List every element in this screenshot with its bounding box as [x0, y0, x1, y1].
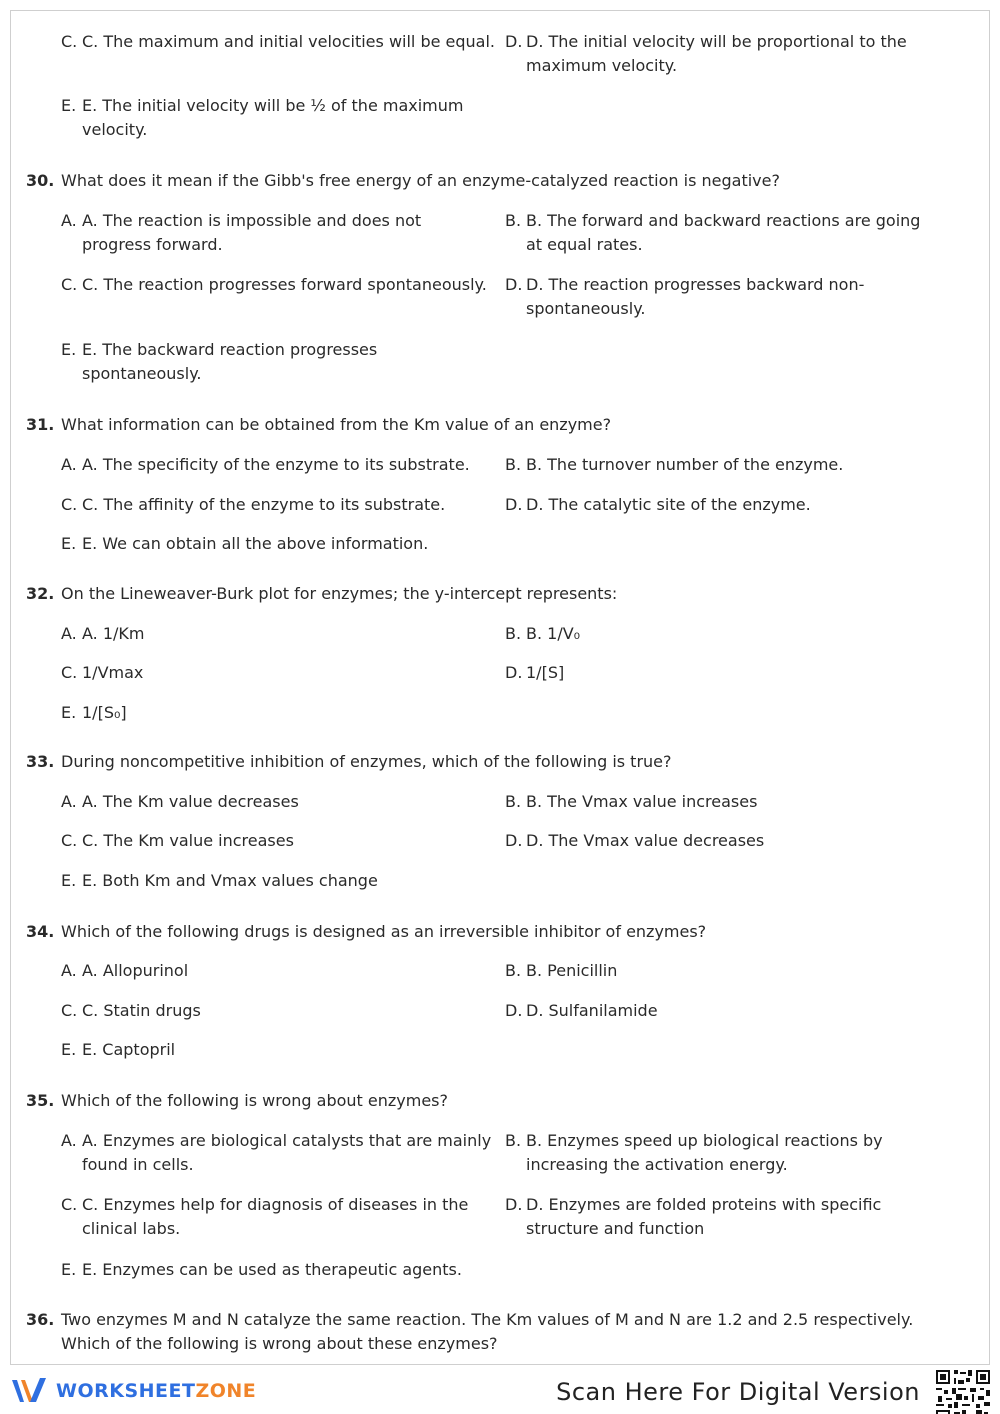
- q30-option-e[interactable]: [61, 338, 401, 386]
- question-text: During noncompetitive inhibition of enzymes, which of the following is true?: [61, 752, 672, 771]
- question-number: 36.: [26, 1310, 55, 1329]
- q32-option-e[interactable]: [61, 701, 481, 725]
- option-letter: E.: [61, 340, 77, 359]
- option-text: E. The backward reaction progresses spontaneously.: [82, 340, 378, 383]
- q35-option-d[interactable]: [505, 1193, 905, 1241]
- option-letter: A.: [61, 1131, 77, 1150]
- option-letter: A.: [61, 792, 77, 811]
- option-letter: E.: [61, 534, 77, 553]
- q34-option-d[interactable]: [505, 999, 925, 1023]
- q31-option-b[interactable]: [505, 453, 935, 477]
- q31-option-c[interactable]: [61, 493, 501, 517]
- q31-option-e[interactable]: [61, 532, 501, 556]
- option-letter: D.: [505, 1001, 523, 1020]
- q29-option-e[interactable]: [61, 94, 481, 142]
- question-number: 33.: [26, 752, 55, 771]
- option-letter: B.: [505, 624, 522, 643]
- worksheetzone-logo-icon: [10, 1376, 50, 1406]
- brand-name-part2: ZONE: [195, 1380, 257, 1402]
- option-text: B. Enzymes speed up biological reactions by increasing the activation energy.: [526, 1131, 883, 1174]
- q33-option-e[interactable]: [61, 869, 481, 893]
- option-letter: E.: [61, 703, 77, 722]
- q35-option-b[interactable]: [505, 1129, 905, 1177]
- option-text: B. Penicillin: [526, 961, 618, 980]
- brand-logo[interactable]: [10, 1375, 256, 1407]
- question-34: [26, 920, 976, 944]
- q35-option-c[interactable]: [61, 1193, 481, 1241]
- option-letter: C.: [61, 1001, 78, 1020]
- q30-option-d[interactable]: [505, 273, 885, 321]
- question-33: [26, 750, 976, 774]
- option-letter: E.: [61, 1040, 77, 1059]
- q31-option-a[interactable]: [61, 453, 501, 477]
- question-35: [26, 1089, 976, 1113]
- option-letter: C.: [61, 663, 78, 682]
- q30-option-b[interactable]: [505, 209, 935, 257]
- footer: [0, 1366, 1000, 1414]
- q30-option-c[interactable]: [61, 273, 501, 297]
- question-text: Two enzymes M and N catalyze the same reaction. The Km values of M and N are 1.2 and 2.5 respectively. Which of the following is wrong about these enzymes?: [61, 1310, 914, 1353]
- option-text: A. The reaction is impossible and does not progress forward.: [82, 211, 422, 254]
- option-text: C. The reaction progresses forward spontaneously.: [82, 275, 487, 294]
- q35-option-a[interactable]: [61, 1129, 501, 1177]
- option-text: E. The initial velocity will be ½ of the maximum velocity.: [82, 96, 464, 139]
- option-letter: D.: [505, 275, 523, 294]
- q29-option-d[interactable]: [505, 30, 925, 78]
- option-text: 1/[S]: [526, 663, 565, 682]
- option-letter: B.: [505, 211, 522, 230]
- option-letter: B.: [505, 455, 522, 474]
- q32-option-d[interactable]: [505, 661, 925, 685]
- option-text: D. Sulfanilamide: [526, 1001, 658, 1020]
- question-31: [26, 413, 976, 437]
- option-letter: D.: [505, 1195, 523, 1214]
- q34-option-b[interactable]: [505, 959, 925, 983]
- option-letter: E.: [61, 96, 77, 115]
- question-text: Which of the following drugs is designed as an irreversible inhibitor of enzymes?: [61, 922, 707, 941]
- brand-name: [56, 1380, 256, 1402]
- option-text: B. 1/V₀: [526, 624, 581, 643]
- option-text: D. Enzymes are folded proteins with specific structure and function: [526, 1195, 882, 1238]
- option-letter: B.: [505, 1131, 522, 1150]
- question-text: On the Lineweaver-Burk plot for enzymes; the y-intercept represents:: [61, 584, 618, 603]
- option-text: E. Enzymes can be used as therapeutic agents.: [82, 1260, 462, 1279]
- question-text: Which of the following is wrong about enzymes?: [61, 1091, 449, 1110]
- question-number: 30.: [26, 171, 55, 190]
- option-letter: D.: [505, 495, 523, 514]
- option-text: E. We can obtain all the above information.: [82, 534, 429, 553]
- option-letter: B.: [505, 961, 522, 980]
- option-letter: D.: [505, 831, 523, 850]
- question-text: What information can be obtained from the Km value of an enzyme?: [61, 415, 612, 434]
- q32-option-a[interactable]: [61, 622, 481, 646]
- brand-name-part1: WORKSHEET: [56, 1380, 196, 1402]
- option-text: 1/Vmax: [82, 663, 144, 682]
- option-text: C. The maximum and initial velocities will be equal.: [82, 32, 496, 51]
- option-letter: C.: [61, 1195, 78, 1214]
- option-letter: A.: [61, 961, 77, 980]
- option-text: E. Captopril: [82, 1040, 176, 1059]
- q32-option-c[interactable]: [61, 661, 481, 685]
- qr-code-icon[interactable]: [934, 1368, 992, 1414]
- q32-option-b[interactable]: [505, 622, 925, 646]
- option-letter: E.: [61, 1260, 77, 1279]
- option-letter: A.: [61, 211, 77, 230]
- option-text: D. The Vmax value decreases: [526, 831, 765, 850]
- option-text: B. The turnover number of the enzyme.: [526, 455, 844, 474]
- option-letter: C.: [61, 495, 78, 514]
- option-text: 1/[S₀]: [82, 703, 127, 722]
- option-text: A. The specificity of the enzyme to its substrate.: [82, 455, 470, 474]
- question-number: 34.: [26, 922, 55, 941]
- option-text: C. The Km value increases: [82, 831, 294, 850]
- option-letter: A.: [61, 624, 77, 643]
- question-number: 31.: [26, 415, 55, 434]
- option-text: D. The initial velocity will be proportional to the maximum velocity.: [526, 32, 907, 75]
- option-letter: E.: [61, 871, 77, 890]
- option-letter: D.: [505, 32, 523, 51]
- option-letter: C.: [61, 275, 78, 294]
- q29-option-c[interactable]: [61, 30, 501, 54]
- option-text: B. The forward and backward reactions are going at equal rates.: [526, 211, 921, 254]
- option-text: E. Both Km and Vmax values change: [82, 871, 378, 890]
- question-30: [26, 169, 976, 193]
- option-text: A. Enzymes are biological catalysts that are mainly found in cells.: [82, 1131, 492, 1174]
- option-letter: B.: [505, 792, 522, 811]
- q34-option-e[interactable]: [61, 1038, 481, 1062]
- q33-option-d[interactable]: [505, 829, 925, 853]
- question-number: 32.: [26, 584, 55, 603]
- q33-option-b[interactable]: [505, 790, 925, 814]
- question-36: [26, 1308, 926, 1356]
- q31-option-d[interactable]: [505, 493, 935, 517]
- option-letter: C.: [61, 831, 78, 850]
- option-text: C. Statin drugs: [82, 1001, 201, 1020]
- option-text: D. The reaction progresses backward non-spontaneously.: [526, 275, 865, 318]
- q34-option-a[interactable]: [61, 959, 481, 983]
- option-text: D. The catalytic site of the enzyme.: [526, 495, 811, 514]
- option-text: A. Allopurinol: [82, 961, 189, 980]
- q34-option-c[interactable]: [61, 999, 481, 1023]
- q33-option-a[interactable]: [61, 790, 481, 814]
- q35-option-e[interactable]: [61, 1258, 501, 1282]
- option-text: A. 1/Km: [82, 624, 145, 643]
- option-text: C. The affinity of the enzyme to its substrate.: [82, 495, 446, 514]
- scan-instruction: Scan Here For Digital Version: [556, 1378, 920, 1406]
- option-letter: C.: [61, 32, 78, 51]
- q30-option-a[interactable]: [61, 209, 481, 257]
- question-number: 35.: [26, 1091, 55, 1110]
- option-text: C. Enzymes help for diagnosis of diseases in the clinical labs.: [82, 1195, 469, 1238]
- question-32: [26, 582, 976, 606]
- option-letter: A.: [61, 455, 77, 474]
- question-text: What does it mean if the Gibb's free energy of an enzyme-catalyzed reaction is negative?: [61, 171, 780, 190]
- option-text: B. The Vmax value increases: [526, 792, 758, 811]
- option-text: A. The Km value decreases: [82, 792, 299, 811]
- q33-option-c[interactable]: [61, 829, 481, 853]
- option-letter: D.: [505, 663, 523, 682]
